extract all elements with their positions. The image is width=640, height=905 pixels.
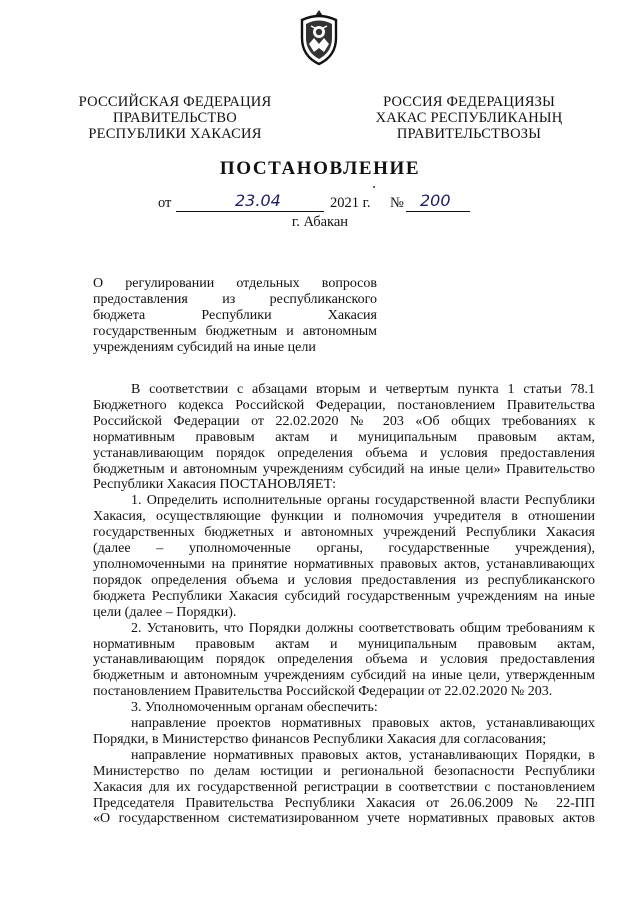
body-line: государственных бюджетных и автономных учреждений Республики Хакасия: [93, 525, 595, 541]
body-line: бюджета Республики Хакасия субсидий государственным учреждениям на иные: [93, 588, 595, 604]
body-line: постановлением Правительства Российской Федерации от 22.02.2020 № 203.: [93, 684, 553, 700]
header-right-line: ХАКАС РЕСПУБЛИКАНЫҢ: [375, 110, 563, 126]
body-line: бюджетным и автономным учреждениям субсидий на иные цели» Правительство: [93, 461, 595, 477]
document-city: г. Абакан: [291, 214, 349, 230]
document-title: ПОСТАНОВЛЕНИЕ: [219, 158, 421, 179]
body-line: (далее – уполномоченные органы, государственные учреждения),: [93, 541, 595, 557]
document-subject: [93, 276, 377, 356]
subject-line: предоставления из республиканского: [93, 292, 377, 307]
body-line: 1. Определить исполнительные органы государственной власти Республики: [131, 493, 595, 509]
body-line: Хакасия, осуществляющие функции и полномочия учредителя в отношении: [93, 509, 595, 525]
header-left-line: РОССИЙСКАЯ ФЕДЕРАЦИЯ: [78, 94, 272, 110]
body-line: 2. Установить, что Порядки должны соответствовать общим требованиям к: [131, 620, 595, 636]
header-left-line: РЕСПУБЛИКИ ХАКАСИЯ: [88, 126, 262, 142]
number-underline: [406, 211, 470, 212]
body-line: Республики Хакасия ПОСТАНОВЛЯЕТ:: [93, 477, 337, 493]
handwritten-date: 23.04: [235, 191, 281, 210]
date-underline: [176, 211, 324, 212]
subject-line: бюджета Республики Хакасия: [93, 308, 377, 323]
body-line: «О государственном систематизированном учете нормативных правовых актов: [93, 811, 595, 827]
subject-line: учреждениям субсидий на иные цели: [93, 340, 316, 355]
subject-line: государственным бюджетным и автономным: [93, 324, 377, 339]
date-from-label: от: [158, 195, 172, 211]
body-line: Порядки, в Министерство финансов Республики Хакасия для согласования;: [93, 731, 547, 747]
body-line: Российской Федерации от 22.02.2020 № 203 «Об общих требованиях к: [93, 413, 595, 429]
document-body: [93, 382, 595, 827]
decorative-dot: [373, 186, 375, 188]
body-line: Министерство по делам юстиции и региональной безопасности Республики: [93, 763, 595, 779]
body-line: 3. Уполномоченным органам обеспечить:: [131, 700, 378, 716]
republic-emblem-icon: [296, 8, 342, 66]
body-line: устанавливающим порядок определения объема и условия предоставления: [93, 445, 595, 461]
body-line: нормативным правовым актам и муниципальным правовым актам,: [93, 429, 595, 445]
header-left: [72, 94, 278, 142]
body-line: Председателя Правительства Республики Хакасия от 26.06.2009 № 22-ПП: [93, 795, 595, 811]
document-year: 2021 г.: [330, 195, 371, 211]
handwritten-number: 200: [420, 191, 451, 210]
header-left-line: ПРАВИТЕЛЬСТВО: [113, 110, 237, 126]
body-line: нормативным правовым актам и муниципальным правовым актам,: [93, 636, 595, 652]
body-line: цели (далее – Порядки).: [93, 604, 237, 620]
body-line: направление нормативных правовых актов, устанавливающих Порядки, в: [131, 747, 595, 763]
body-line: Бюджетного кодекса Российской Федерации, постановлением Правительства: [93, 397, 595, 413]
header-right-line: РОССИЯ ФЕДЕРАЦИЯЗЫ: [383, 94, 555, 110]
body-line: устанавливающим порядок определения объема и условия предоставления: [93, 652, 595, 668]
header-right-line: ПРАВИТЕЛЬСТВОЗЫ: [396, 126, 542, 142]
body-line: уполномоченными на принятие нормативных правовых актов, устанавливающих: [93, 556, 595, 572]
body-line: порядок определения объема и условия предоставления из республиканского: [93, 572, 595, 588]
body-line: Хакасия для их государственной регистрации в соответствии с постановлением: [93, 779, 595, 795]
body-line: бюджетным и автономным учреждениям субсидий на иные цели, утвержденным: [93, 668, 595, 684]
body-line: направление проектов нормативных правовых актов, устанавливающих: [131, 716, 595, 732]
number-label: №: [390, 195, 404, 211]
subject-line: О регулировании отдельных вопросов: [93, 276, 377, 291]
body-line: В соответствии с абзацами вторым и четвертым пункта 1 статьи 78.1: [131, 382, 595, 397]
header-right: [356, 94, 582, 142]
